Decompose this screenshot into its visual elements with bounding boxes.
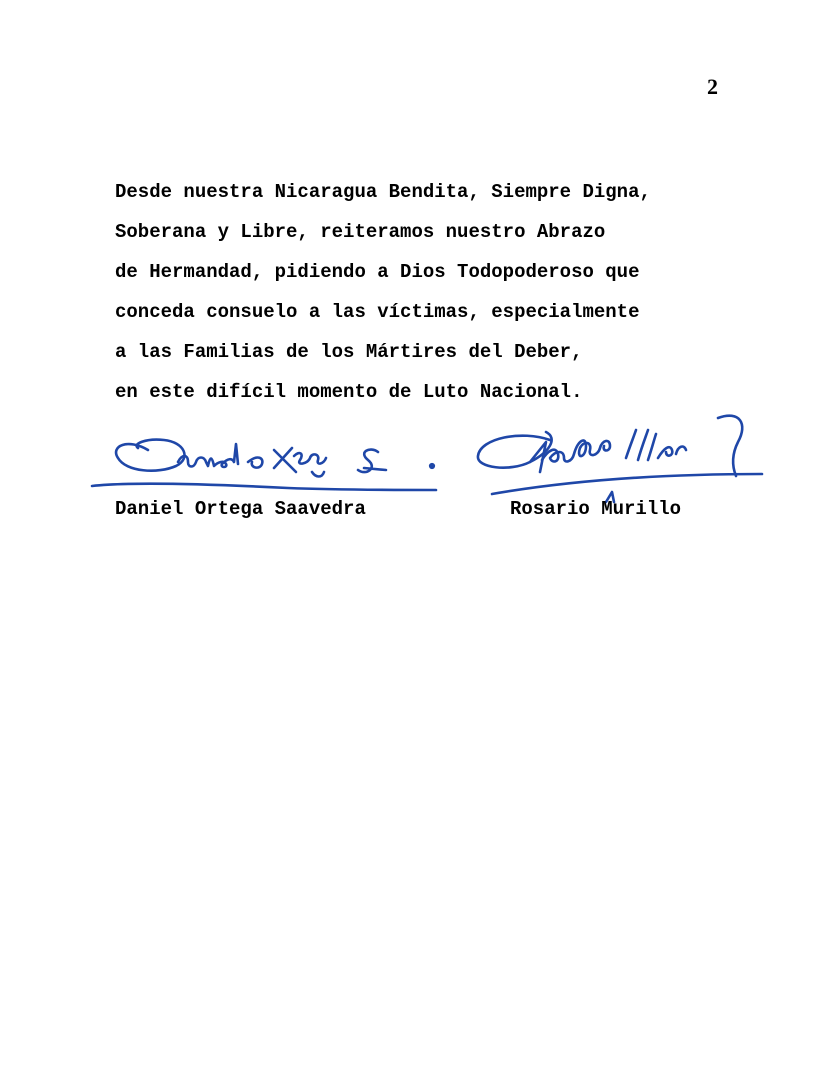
letter-body [115, 172, 715, 412]
body-line: Desde nuestra Nicaragua Bendita, Siempre Digna, [115, 181, 651, 203]
body-line: conceda consuelo a las víctimas, especialmente [115, 301, 640, 323]
signer-name-ortega: Daniel Ortega Saavedra [115, 498, 366, 520]
page-number: 2 [707, 74, 718, 99]
signature-ortega [88, 428, 440, 498]
body-line: Soberana y Libre, reiteramos nuestro Abrazo [115, 221, 606, 243]
body-line: en este difícil momento de Luto Nacional. [115, 381, 583, 403]
body-line: de Hermandad, pidiendo a Dios Todopoderoso que [115, 261, 640, 283]
body-line: a las Familias de los Mártires del Deber, [115, 341, 583, 363]
signer-name-murillo: Rosario Murillo [510, 498, 682, 520]
